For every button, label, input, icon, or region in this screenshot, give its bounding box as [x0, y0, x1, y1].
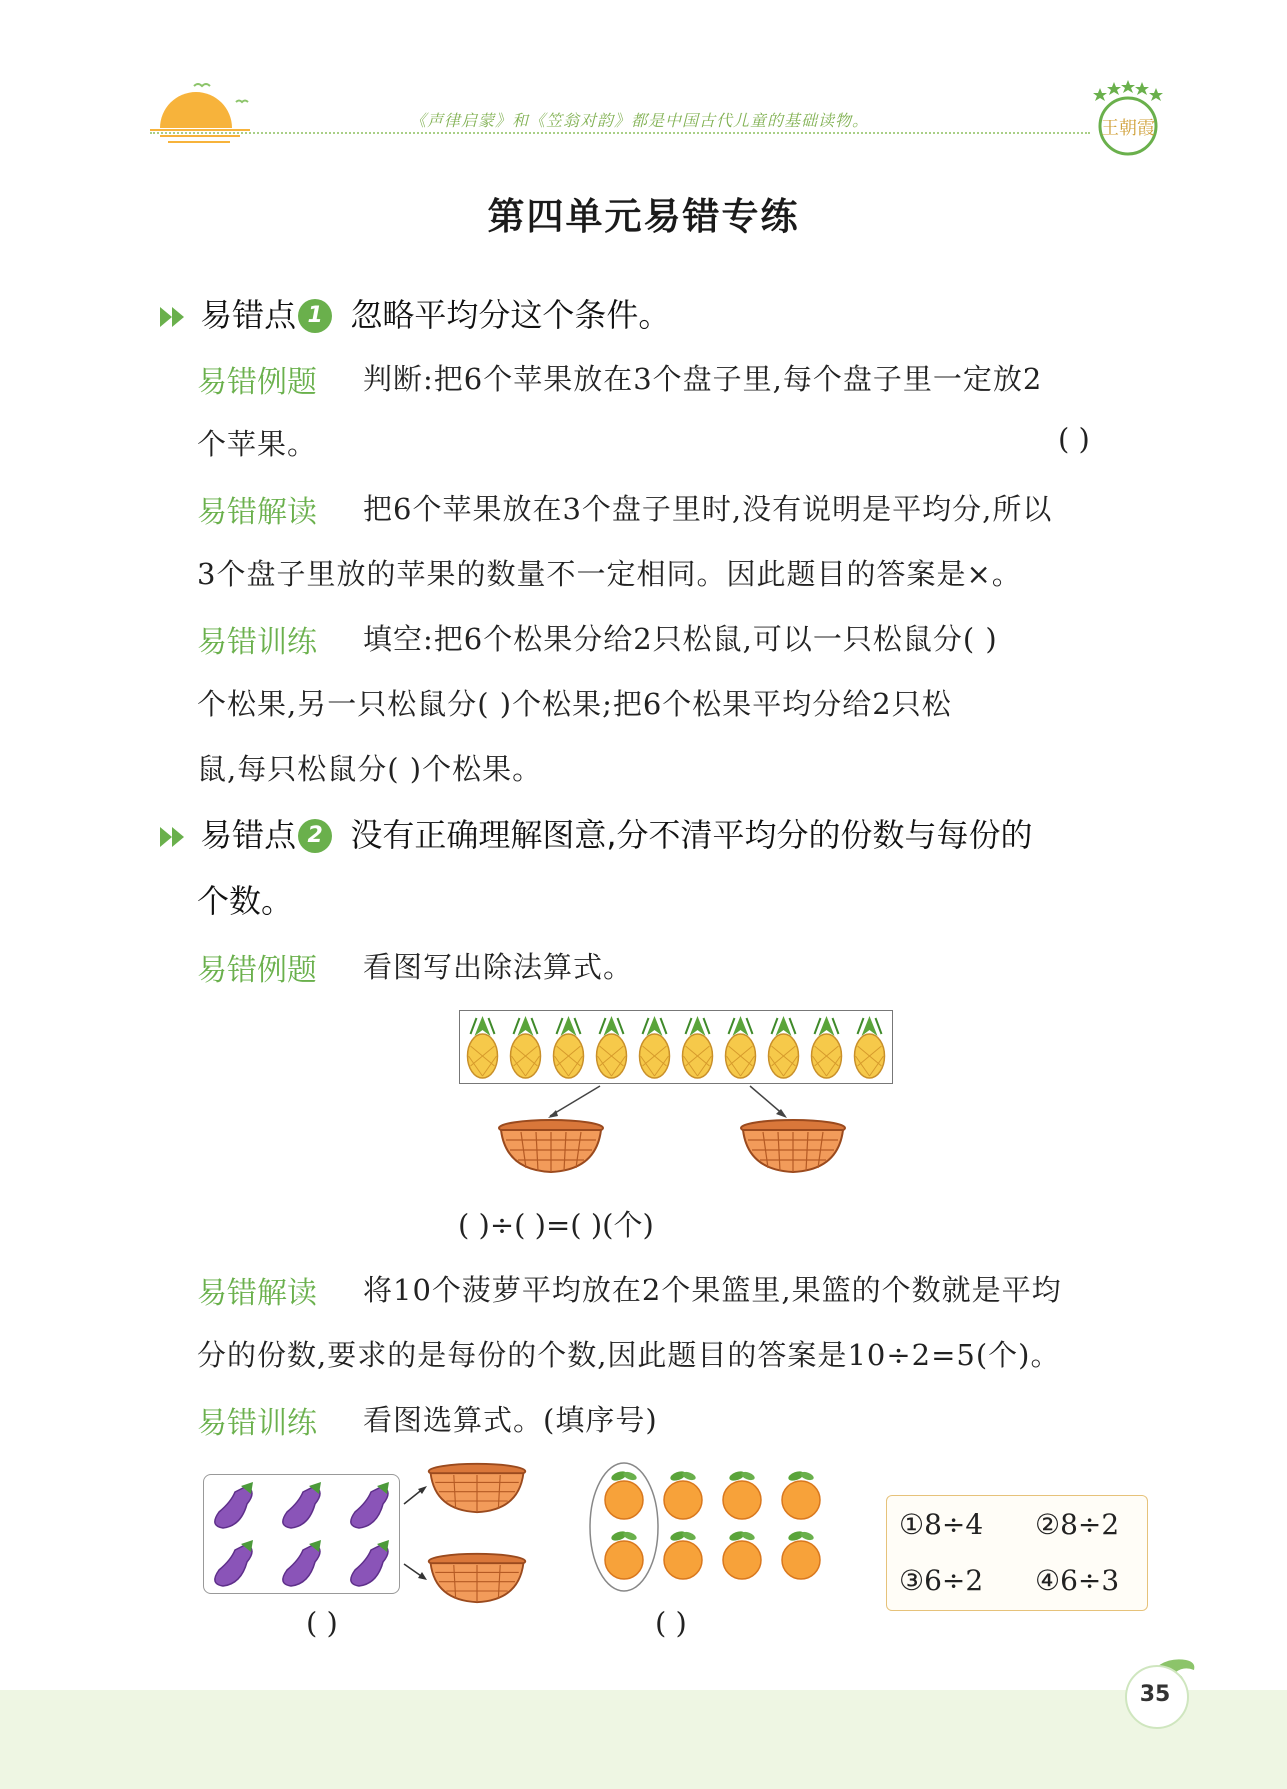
double-chevron-icon: [158, 825, 190, 849]
header-motto: 《声律启蒙》和《笠翁对韵》都是中国古代儿童的基础读物。: [410, 111, 870, 130]
error-point-text: 忽略平均分这个条件。: [350, 296, 671, 334]
answer-blank[interactable]: ( ): [655, 1606, 687, 1640]
sunset-icon: [150, 78, 260, 150]
pineapple-icon: [855, 1016, 885, 1078]
pineapple-icon: [640, 1016, 670, 1078]
answer-blank[interactable]: ( ): [1058, 422, 1090, 456]
orange-icon: [664, 1530, 702, 1579]
orange-icon: [605, 1470, 643, 1519]
explain-line: 3个盘子里放的苹果的数量不一定相同。因此题目的答案是×。: [197, 557, 1022, 591]
pineapple-icon: [812, 1016, 842, 1078]
explain-label: 易错解读: [197, 1276, 317, 1311]
error-point-prefix: 易错点: [200, 296, 297, 334]
division-formula-blank[interactable]: ( )÷( )=( )(个): [458, 1208, 654, 1242]
footer-band: [0, 1690, 1287, 1789]
error-point-2: [158, 810, 1033, 856]
basket-icon: [425, 1552, 529, 1604]
eggplant-icon: [215, 1540, 253, 1586]
train-label: 易错训练: [197, 625, 317, 660]
pineapple-icon: [597, 1016, 627, 1078]
orange-icon: [782, 1530, 820, 1579]
pineapple-icon: [769, 1016, 799, 1078]
page-title: 第四单元易错专练: [487, 195, 800, 238]
explain-line: 分的份数,要求的是每份的个数,因此题目的答案是10÷2=5(个)。: [197, 1338, 1061, 1372]
orange-icon: [664, 1470, 702, 1519]
eggplant-icon: [351, 1482, 389, 1528]
pineapple-icon: [554, 1016, 584, 1078]
pineapple-icon: [726, 1016, 756, 1078]
choice-option: ②8÷2: [1035, 1508, 1120, 1541]
choice-option: ④6÷3: [1035, 1564, 1120, 1597]
double-chevron-icon: [158, 305, 190, 329]
explain-line: 把6个苹果放在3个盘子里时,没有说明是平均分,所以: [363, 492, 1053, 526]
orange-icon: [723, 1470, 761, 1519]
basket-icon: [496, 1118, 606, 1174]
header: [0, 0, 1287, 150]
error-point-prefix: 易错点: [200, 816, 297, 854]
train-line: 个松果,另一只松鼠分( )个松果;把6个松果平均分给2只松: [197, 687, 952, 721]
error-point-number: 2: [298, 819, 332, 853]
formula-choices: [886, 1495, 1148, 1611]
pineapple-icon: [511, 1016, 541, 1078]
page-number: 35: [1139, 1682, 1171, 1707]
svg-text:王朝霞: 王朝霞: [1101, 118, 1155, 139]
error-point-text-cont: 个数。: [197, 882, 294, 920]
pineapple-icon: [468, 1016, 498, 1078]
train-line: 鼠,每只松鼠分( )个松果。: [197, 752, 543, 786]
logo-seal: [1088, 78, 1168, 160]
train-line: 看图选算式。(填序号): [363, 1403, 658, 1437]
orange-icon: [782, 1470, 820, 1519]
eggplant-icon: [215, 1482, 253, 1528]
example-label: 易错例题: [197, 953, 317, 988]
example-line: 看图写出除法算式。: [363, 950, 634, 984]
orange-icon: [723, 1530, 761, 1579]
error-point-number: 1: [298, 299, 332, 333]
choice-option: ①8÷4: [899, 1508, 984, 1541]
eggplant-icon: [351, 1540, 389, 1586]
example-line: 个苹果。: [197, 427, 318, 461]
error-point-text: 没有正确理解图意,分不清平均分的份数与每份的: [350, 816, 1033, 854]
train-label: 易错训练: [197, 1406, 317, 1441]
explain-label: 易错解读: [197, 495, 317, 530]
example-label: 易错例题: [197, 365, 317, 400]
orange-group: [588, 1460, 828, 1595]
eggplant-icon: [283, 1540, 321, 1586]
answer-blank[interactable]: ( ): [306, 1606, 338, 1640]
header-divider: [150, 132, 1090, 134]
basket-icon: [738, 1118, 848, 1174]
explain-line: 将10个菠萝平均放在2个果篮里,果篮的个数就是平均: [363, 1273, 1062, 1307]
error-point-1: [158, 290, 670, 336]
eggplant-icon: [283, 1482, 321, 1528]
example-line: 判断:把6个苹果放在3个盘子里,每个盘子里一定放2: [363, 362, 1043, 396]
distribution-arrows: [540, 1082, 800, 1122]
pineapple-row: [461, 1012, 891, 1082]
eggplant-group: [205, 1476, 397, 1590]
train-line: 填空:把6个松果分给2只松鼠,可以一只松鼠分( ): [363, 622, 998, 656]
basket-icon: [425, 1462, 529, 1514]
pineapple-icon: [683, 1016, 713, 1078]
choice-option: ③6÷2: [899, 1564, 984, 1597]
orange-icon: [605, 1530, 643, 1579]
